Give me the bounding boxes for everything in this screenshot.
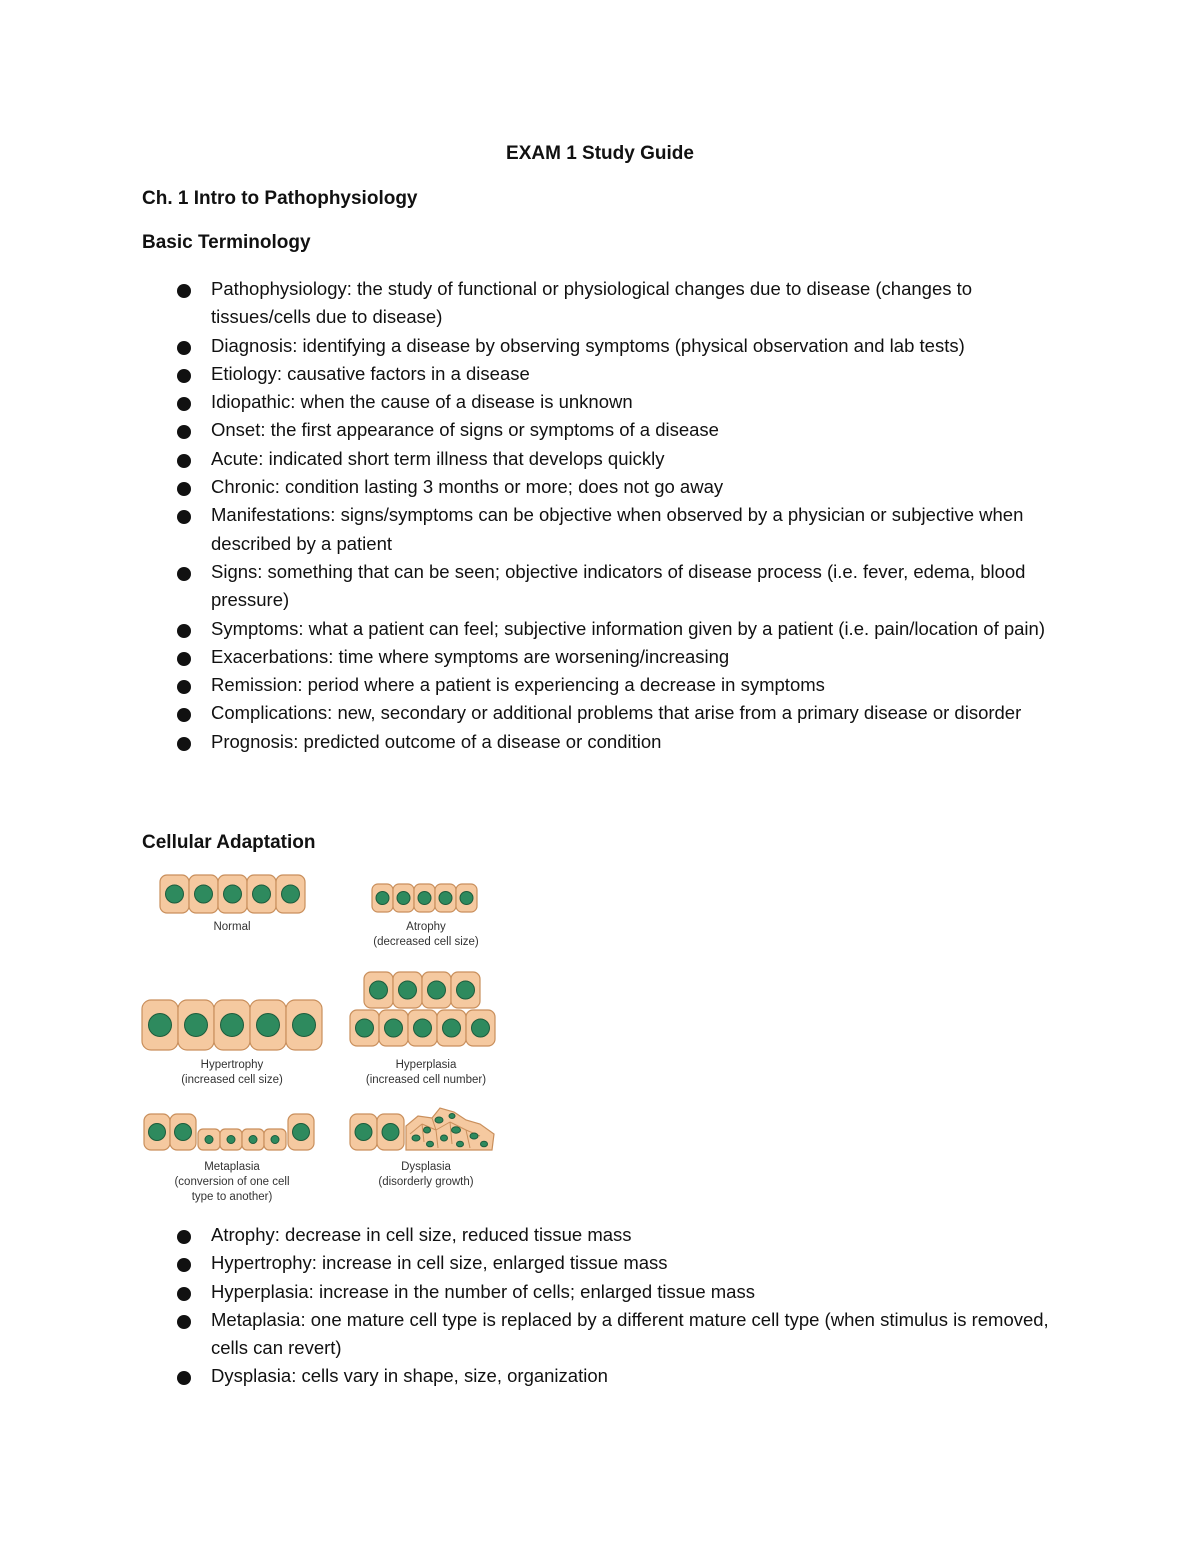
- list-item: Hypertrophy: increase in cell size, enlarged tissue mass: [0, 1249, 1051, 1277]
- atrophy-cells: [372, 884, 477, 912]
- list-item: Etiology: causative factors in a disease: [0, 360, 1051, 388]
- caption-hypertrophy-sub: (increased cell size): [181, 1074, 283, 1086]
- caption-hyperplasia-sub: (increased cell number): [365, 1074, 487, 1086]
- list-item: Onset: the first appearance of signs or symptoms of a disease: [0, 416, 1051, 444]
- terminology-list: [0, 275, 1051, 756]
- list-item: Complications: new, secondary or additional problems that arise from a primary disease or disorder: [0, 699, 1051, 727]
- chapter-heading: Ch. 1 Intro to Pathophysiology: [142, 188, 418, 209]
- section-heading-basic-terminology: Basic Terminology: [142, 232, 311, 253]
- list-item: Hyperplasia: increase in the number of cells; enlarged tissue mass: [0, 1278, 1051, 1306]
- cellular-adaptation-figure: [140, 868, 500, 1208]
- caption-dysplasia-sub: (disorderly growth): [378, 1176, 474, 1188]
- caption-hypertrophy: Hypertrophy: [200, 1059, 264, 1071]
- caption-hyperplasia: Hyperplasia: [395, 1059, 457, 1071]
- caption-normal: Normal: [213, 921, 251, 933]
- caption-atrophy: Atrophy: [406, 921, 446, 933]
- list-item: Manifestations: signs/symptoms can be objective when observed by a physician or subjective when described by a patient: [0, 501, 1051, 558]
- caption-atrophy-sub: (decreased cell size): [373, 936, 479, 948]
- normal-cells: [160, 875, 305, 913]
- hyperplasia-cells: [350, 972, 495, 1046]
- list-item: Prognosis: predicted outcome of a disease or condition: [0, 728, 1051, 756]
- list-item: Metaplasia: one mature cell type is replaced by a different mature cell type (when stimulus is removed, cells can revert): [0, 1306, 1051, 1363]
- list-item: Exacerbations: time where symptoms are worsening/increasing: [0, 643, 1051, 671]
- list-item: Dysplasia: cells vary in shape, size, organization: [0, 1362, 1051, 1390]
- list-item: Symptoms: what a patient can feel; subjective information given by a patient (i.e. pain/location of pain): [0, 615, 1051, 643]
- adaptation-list: [0, 1221, 1051, 1391]
- section-heading-cellular-adaptation: Cellular Adaptation: [142, 832, 316, 853]
- list-item: Pathophysiology: the study of functional or physiological changes due to disease (changes to tissues/cells due to disease): [0, 275, 1051, 332]
- hypertrophy-cells: [142, 1000, 322, 1050]
- caption-metaplasia-sub2: type to another): [191, 1191, 273, 1203]
- list-item: Chronic: condition lasting 3 months or more; does not go away: [0, 473, 1051, 501]
- page-title: EXAM 1 Study Guide: [506, 143, 694, 164]
- list-item: Signs: something that can be seen; objective indicators of disease process (i.e. fever, edema, blood pressure): [0, 558, 1051, 615]
- list-item: Remission: period where a patient is experiencing a decrease in symptoms: [0, 671, 1051, 699]
- list-item: Atrophy: decrease in cell size, reduced tissue mass: [0, 1221, 1051, 1249]
- metaplasia-cells: [144, 1114, 314, 1150]
- caption-metaplasia-sub1: (conversion of one cell: [174, 1176, 290, 1188]
- list-item: Idiopathic: when the cause of a disease is unknown: [0, 388, 1051, 416]
- caption-dysplasia: Dysplasia: [401, 1161, 451, 1173]
- list-item: Acute: indicated short term illness that develops quickly: [0, 445, 1051, 473]
- list-item: Diagnosis: identifying a disease by observing symptoms (physical observation and lab tests): [0, 332, 1051, 360]
- caption-metaplasia: Metaplasia: [204, 1161, 260, 1173]
- dysplasia-cells: [350, 1108, 494, 1150]
